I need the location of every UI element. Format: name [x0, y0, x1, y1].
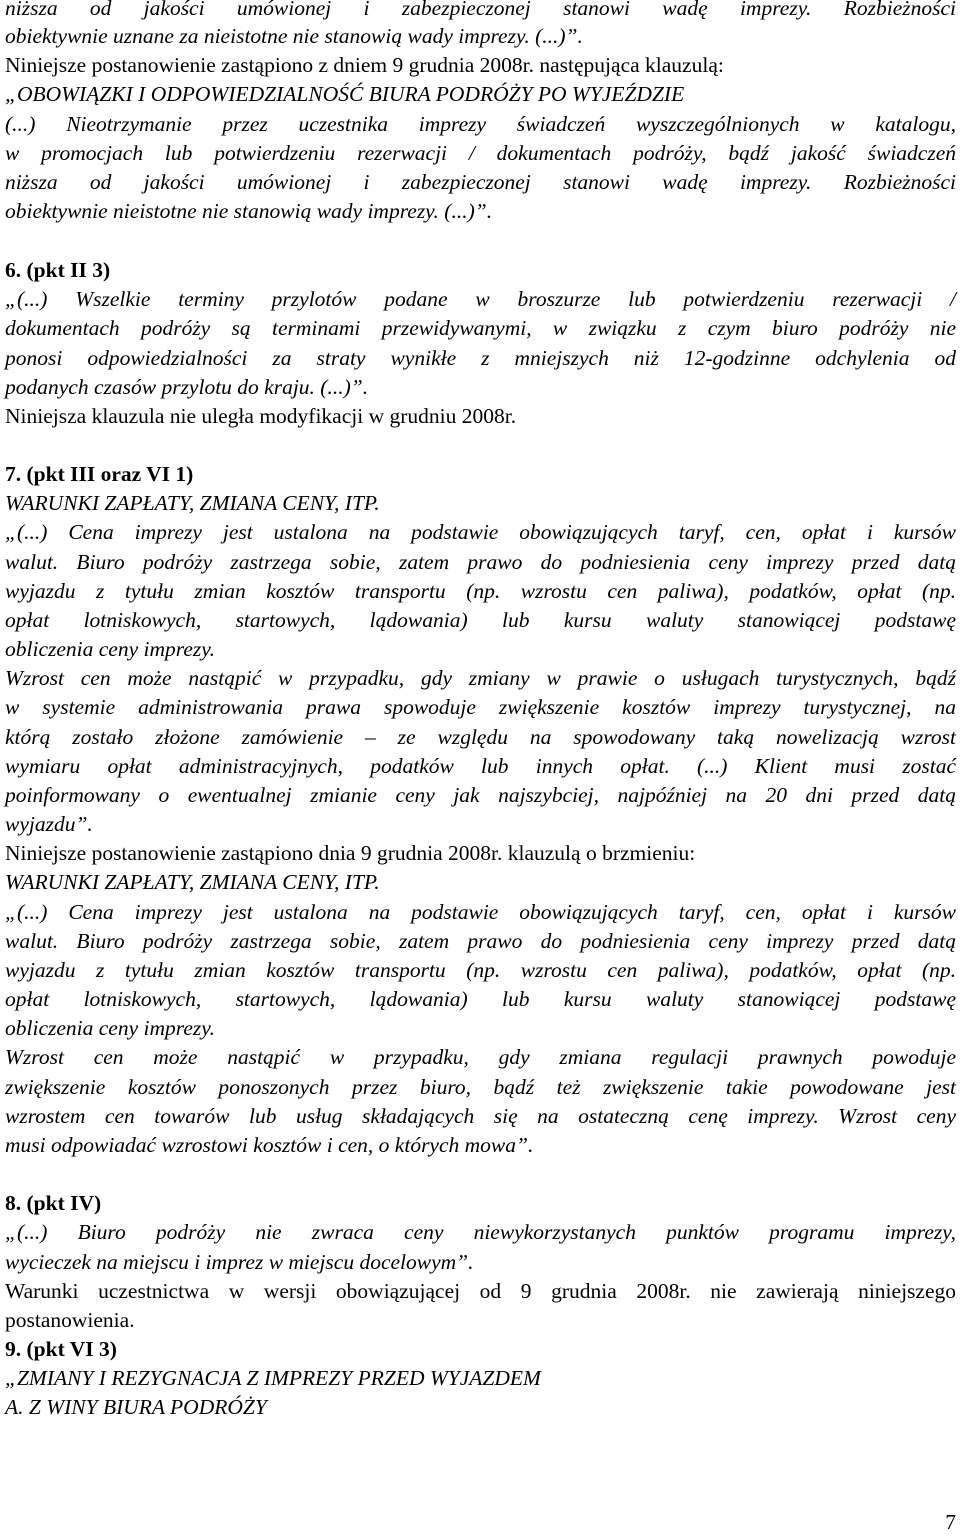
text-line: Niniejsza klauzula nie uległa modyfikacji w grudniu 2008r.	[5, 404, 517, 428]
text-line: (...) Nieotrzymanie przez uczestnika imprezy świadczeń wyszczególnionych w katalogu,	[5, 112, 956, 136]
text-line: ponosi odpowiedzialności za straty wynikłe z mniejszych niż 12-godzinne odchylenia od	[5, 346, 956, 370]
text-line: „(...) Cena imprezy jest ustalona na podstawie obowiązujących taryf, cen, opłat i kursów	[5, 520, 956, 544]
text-line: wymiaru opłat administracyjnych, podatków lub innych opłat. (...) Klient musi zostać	[5, 754, 956, 778]
text-line: obliczenia ceny imprezy.	[5, 1016, 215, 1040]
text-line: „(...) Cena imprezy jest ustalona na podstawie obowiązujących taryf, cen, opłat i kursów	[5, 900, 956, 924]
page-number: 7	[945, 1510, 956, 1534]
text-line: w promocjach lub potwierdzeniu rezerwacji / dokumentach podróży, bądź jakość świadczeń	[5, 141, 956, 165]
text-line: w systemie administrowania prawa spowoduje zwiększenie kosztów imprezy turystycznej, na	[5, 695, 956, 719]
section-heading: 8. (pkt IV)	[5, 1191, 102, 1215]
text-line: „ZMIANY I REZYGNACJA Z IMPREZY PRZED WYJAZDEM	[5, 1366, 541, 1390]
text-line: „OBOWIĄZKI I ODPOWIEDZIALNOŚĆ BIURA PODRÓŻY PO WYJEŹDZIE	[5, 82, 685, 106]
text-line: opłat lotniskowych, startowych, lądowania) lub kursu waluty stanowiącej podstawę	[5, 608, 956, 632]
text-line: obiektywnie nieistotne nie stanowią wady imprezy. (...)”.	[5, 199, 493, 223]
text-line: obliczenia ceny imprezy.	[5, 637, 215, 661]
section-heading: 9. (pkt VI 3)	[5, 1337, 117, 1361]
text-line: Wzrost cen może nastąpić w przypadku, gdy zmiany w prawie o usługach turystycznych, bądź	[5, 666, 956, 690]
text-line: niższa od jakości umówionej i zabezpieczonej stanowi wadę imprezy. Rozbieżności	[5, 0, 956, 20]
text-line: którą zostało złożone zamówienie – ze względu na spowodowany taką nowelizacją wzrost	[5, 725, 956, 749]
text-line: musi odpowiadać wzrostowi kosztów i cen, o których mowa”.	[5, 1133, 534, 1157]
text-line: Niniejsze postanowienie zastąpiono dnia 9 grudnia 2008r. klauzulą o brzmieniu:	[5, 841, 696, 865]
text-line: „(...) Biuro podróży nie zwraca ceny niewykorzystanych punktów programu imprezy,	[5, 1220, 956, 1244]
text-line: obiektywnie uznane za nieistotne nie stanowią wady imprezy. (...)”.	[5, 24, 583, 48]
section-heading: 7. (pkt III oraz VI 1)	[5, 462, 194, 486]
text-line: walut. Biuro podróży zastrzega sobie, zatem prawo do podniesienia ceny imprezy przed datą	[5, 550, 956, 574]
text-line: dokumentach podróży są terminami przewidywanymi, w związku z czym biuro podróży nie	[5, 316, 956, 340]
text-line: postanowienia.	[5, 1308, 135, 1332]
text-line: WARUNKI ZAPŁATY, ZMIANA CENY, ITP.	[5, 870, 380, 894]
section-heading: 6. (pkt II 3)	[5, 258, 111, 282]
text-line: wyjazdu z tytułu zmian kosztów transportu (np. wzrostu cen paliwa), podatków, opłat (np.	[5, 579, 956, 603]
text-line: Wzrost cen może nastąpić w przypadku, gdy zmiana regulacji prawnych powoduje	[5, 1045, 956, 1069]
text-line: walut. Biuro podróży zastrzega sobie, zatem prawo do podniesienia ceny imprezy przed datą	[5, 929, 956, 953]
text-line: poinformowany o ewentualnej zmianie ceny jak najszybciej, najpóźniej na 20 dni przed datą	[5, 783, 956, 807]
text-line: opłat lotniskowych, startowych, lądowania) lub kursu waluty stanowiącej podstawę	[5, 987, 956, 1011]
text-line: niższa od jakości umówionej i zabezpieczonej stanowi wadę imprezy. Rozbieżności	[5, 170, 956, 194]
text-line: wyjazdu”.	[5, 812, 93, 836]
text-line: A. Z WINY BIURA PODRÓŻY	[5, 1395, 267, 1419]
text-line: wzrostem cen towarów lub usług składających się na ostateczną cenę imprezy. Wzrost ceny	[5, 1104, 956, 1128]
text-line: podanych czasów przylotu do kraju. (...)”.	[5, 375, 369, 399]
text-line: wyjazdu z tytułu zmian kosztów transportu (np. wzrostu cen paliwa), podatków, opłat (np.	[5, 958, 956, 982]
text-line: wycieczek na miejscu i imprez w miejscu docelowym”.	[5, 1250, 474, 1274]
text-line: „(...) Wszelkie terminy przylotów podane w broszurze lub potwierdzeniu rezerwacji /	[5, 287, 956, 311]
text-line: zwiększenie kosztów ponoszonych przez biuro, bądź też zwiększenie takie powodowane jest	[5, 1075, 956, 1099]
text-line: Niniejsze postanowienie zastąpiono z dniem 9 grudnia 2008r. następująca klauzulą:	[5, 53, 724, 77]
text-line: WARUNKI ZAPŁATY, ZMIANA CENY, ITP.	[5, 491, 380, 515]
text-line: Warunki uczestnictwa w wersji obowiązującej od 9 grudnia 2008r. nie zawierają niniejszego	[5, 1279, 956, 1303]
